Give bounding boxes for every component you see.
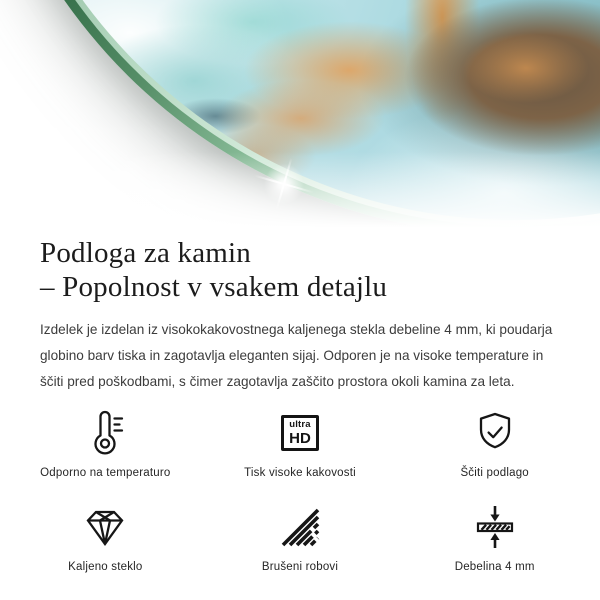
ultra-hd-badge-bottom: HD <box>289 429 311 447</box>
page-title-line1: Podloga za kamin <box>40 237 251 269</box>
polished-edges-icon <box>276 501 324 553</box>
feature-tempered-glass <box>8 501 203 573</box>
feature-protects-surface <box>397 407 592 479</box>
feature-label: Kaljeno steklo <box>68 561 143 573</box>
feature-grid <box>0 407 600 573</box>
thermometer-icon <box>81 407 129 459</box>
thickness-icon <box>471 501 519 553</box>
page-title <box>0 236 600 304</box>
feature-thickness <box>397 501 592 573</box>
feature-label: Ščiti podlago <box>460 467 529 479</box>
feature-polished-edges <box>203 501 398 573</box>
diamond-icon <box>81 501 129 553</box>
ultra-hd-icon <box>281 407 319 459</box>
feature-label: Odporno na temperaturo <box>40 467 171 479</box>
product-description: Izdelek je izdelan iz visokokakovostnega kaljenega stekla debeline 4 mm, ki poudarja globino barv tiska in zagotavlja eleganten sijaj. Odporen je na visoke temperature in ščiti pred poškodbami, s čimer zagotavlja zaščito prostora okoli kamina za leta. <box>40 322 553 389</box>
ultra-hd-badge-top: ultra <box>289 419 311 431</box>
feature-label: Tisk visoke kakovosti <box>244 467 356 479</box>
shield-check-icon <box>471 407 519 459</box>
feature-temperature-resistant <box>8 407 203 479</box>
product-hero-image <box>0 0 600 236</box>
feature-label: Debelina 4 mm <box>454 561 535 573</box>
page-title-line2: – Popolnost v vsakem detajlu <box>40 271 388 303</box>
feature-label: Brušeni robovi <box>261 561 339 573</box>
feature-print-quality <box>203 407 398 479</box>
